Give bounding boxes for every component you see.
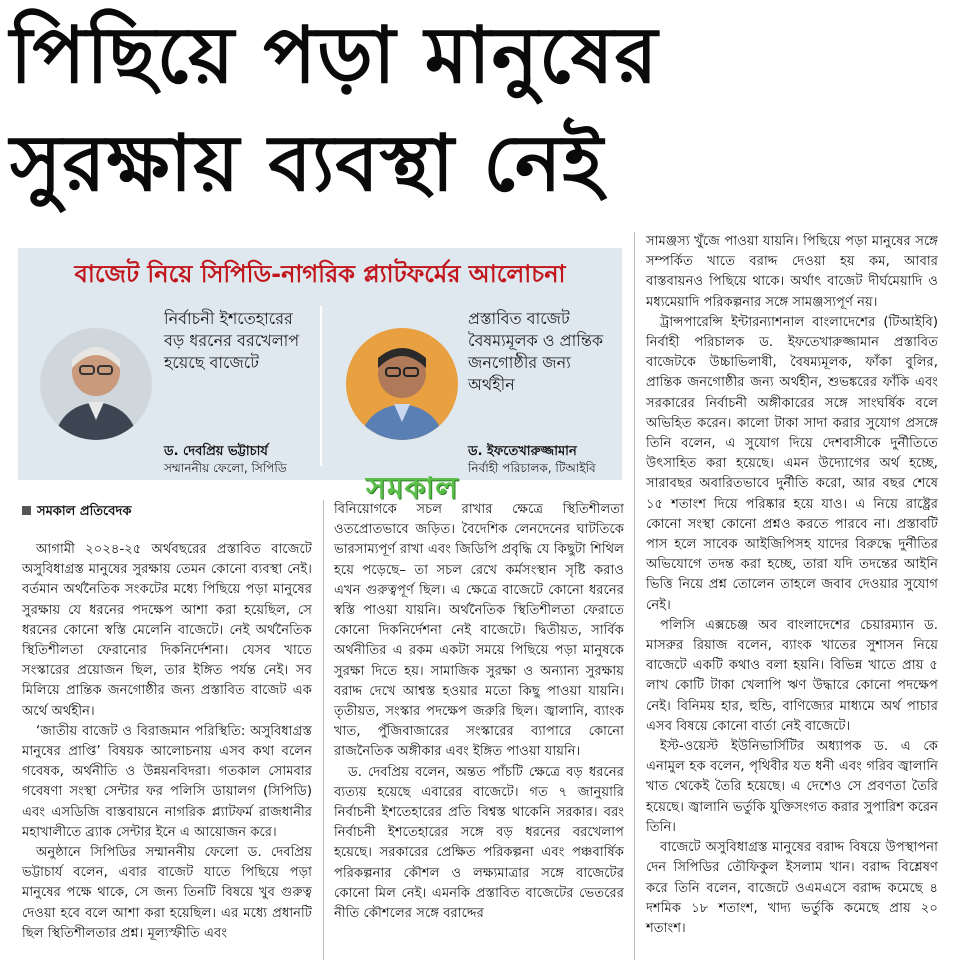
paragraph: আগামী ২০২৪-২৫ অর্থবছরের প্রস্তাবিত বাজেটে অসুবিধাগ্রস্ত মানুষের সুরক্ষায় তেমন কোনো ব্যবস্থা নেই। বর্তমান অর্থনৈতিক সংকটের মধ্যে পিছিয়ে পড়া মানুষের সুরক্ষায় যে ধরনের পদক্ষেপ আশা করা হয়েছিল, সে ধরনের কোনো স্বস্তি মেলেনি বাজেটে। নেই অর্থনৈতিক স্থিতিশীলতা ফেরানোর দিকনির্দেশনা। যেসব খাতে সংস্কারের প্রয়োজন ছিল, তার ইঙ্গিত পর্যন্ত নেই। সব মিলিয়ে প্রান্তিক জনগোষ্ঠীর জন্য প্রস্তাবিত বাজেট এক অর্থে অর্থহীন। bbox=[22, 542, 312, 719]
paragraph: বিনিয়োগকে সচল রাখার ক্ষেত্রে স্থিতিশীলতা ওতপ্রোতভাবে জড়িত। বৈদেশিক লেনদেনের ঘাটতিকে ভারসাম্যপূর্ণ রাখা এবং জিডিপি প্রবৃদ্ধি যে কিছুটা শিথিল হয়ে পড়েছে– তা সচল রেখে কর্মসংস্থান সৃষ্টি করাও এখন গুরুত্বপূর্ণ ছিল। এ ক্ষেত্রে বাজেটে কোনো ধরনের স্বস্তি পাওয়া যায়নি। অর্থনৈতিক স্থিতিশীলতা ফেরাতে কোনো দিকনির্দেশনা নেই বাজেটে। দ্বিতীয়ত, সার্বিক অর্থনীতির এ রকম একটা সময়ে পিছিয়ে পড়া মানুষকে সুরক্ষা দিতে হয়। সামাজিক সুরক্ষা ও অন্যান্য সুরক্ষায় বরাদ্দ দেখে আশ্বস্ত হওয়ার মতো কিছু পাওয়া যায়নি। তৃতীয়ত, সংস্কার পদক্ষেপ জরুরি ছিল। জ্বালানি, ব্যাংক খাত, পুঁজিবাজারের সংস্কারের ব্যাপারে কোনো রাজনৈতিক অঙ্গীকার এবং ইঙ্গিত পাওয়া যায়নি। bbox=[334, 502, 624, 760]
person-name-left: ড. দেবপ্রিয় ভট্টাচার্য bbox=[164, 444, 268, 459]
quote-left: নির্বাচনী ইশতেহারের বড় ধরনের বরখেলাপ হয়েছে বাজেটে bbox=[164, 309, 300, 372]
byline bbox=[22, 502, 131, 523]
paragraph: অনুষ্ঠানে সিপিডির সম্মাননীয় ফেলো ড. দেবপ্রিয় ভট্টাচার্য বলেন, এবার বাজেট যাতে পিছিয়ে পড়া মানুষের পক্ষে থাকে, সে জন্য তিনটি বিষয়ে খুব গুরুত্ব দেওয়া হবে বলে আশা করা হয়েছিল। এর মধ্যে প্রধানটি ছিল স্থিতিশীলতার প্রশ্ন। মূল্যস্ফীতি এবং bbox=[22, 845, 312, 941]
person-name-right: ড. ইফতেখারুজ্জামান bbox=[468, 444, 577, 459]
portrait-right-image bbox=[346, 328, 458, 440]
paragraph: ‘জাতীয় বাজেট ও বিরাজমান পরিস্থিতি: অসুবিধাগ্রস্ত মানুষের প্রাপ্তি’ বিষয়ক আলোচনায় এসব কথা বলেন গবেষক, অর্থনীতি ও উন্নয়নবিদরা। গতকাল সোমবার গবেষণা সংস্থা সেন্টার ফর পলিসি ডায়ালগ (সিপিডি) এবং এসডিজি বাস্তবায়নে নাগরিক প্ল্যাটফর্ম রাজধানীর মহাখালীতে ব্র্যাক সেন্টার ইনে এ আয়োজন করে। bbox=[22, 723, 312, 840]
paragraph: সামঞ্জস্য খুঁজে পাওয়া যায়নি। পিছিয়ে পড়া মানুষের সঙ্গে সম্পর্কিত খাতে বরাদ্দ দেওয়া হয় কম, আবার বাস্তবায়নও পিছিয়ে থাকে। অর্থাৎ বাজেট দীর্ঘমেয়াদি ও মধ্যমেয়াদি পরিকল্পনার সঙ্গে সামঞ্জস্যপূর্ণ নয়। bbox=[646, 234, 938, 310]
samakal-logo: সমকাল bbox=[366, 471, 459, 506]
paragraph: বাজেটে অসুবিধাগ্রস্ত মানুষের বরাদ্দ বিষয়ে উপস্থাপনা দেন সিপিডির তৌফিকুল ইসলাম খান। বরাদ্দ বিশ্লেষণ করে তিনি বলেন, বাজেটে ওএমএসে বরাদ্দ কমেছে ৪ দশমিক ১৮ শতাংশ, খাদ্য ভর্তুকি কমেছে প্রায় ২০ শতাংশ। bbox=[646, 840, 938, 936]
portrait-left-image bbox=[40, 328, 152, 440]
portrait-photo-right bbox=[346, 328, 458, 440]
headline-line-1: পিছিয়ে পড়া মানুষের bbox=[10, 11, 659, 101]
person-designation-left: সম্মাননীয় ফেলো, সিপিডি bbox=[164, 461, 287, 475]
headline-line-2: সুরক্ষায় ব্যবস্থা নেই bbox=[10, 119, 604, 209]
paragraph: ড. দেবপ্রিয় বলেন, অন্তত পাঁচটি ক্ষেত্রে বড় ধরনের ব্যত্যয় হয়েছে এবারের বাজেটে। গত ৭ জানুয়ারি নির্বাচনী ইশতেহারের প্রতি বিশ্বস্ত থাকেনি সরকার। বরং নির্বাচনী ইশতেহারের সঙ্গে বড় ধরনের বরখেলাপ হয়েছে। সরকারের প্রেক্ষিত পরিকল্পনা এবং পঞ্চবার্ষিক পরিকল্পনার কৌশল ও লক্ষ্যমাত্রার সঙ্গে বাজেটের কোনো মিল নেই। এমনকি প্রস্তাবিত বাজেটের ভেতরের নীতি কৌশলের সঙ্গে বরাদ্দের bbox=[334, 764, 624, 922]
person-designation-right: নির্বাহী পরিচালক, টিআইবি bbox=[468, 461, 596, 475]
headline bbox=[10, 2, 944, 218]
article-column-3 bbox=[646, 232, 938, 939]
byline-marker-icon bbox=[22, 506, 31, 515]
column-rule-1 bbox=[323, 500, 324, 960]
column-rule-2 bbox=[634, 232, 635, 960]
article-column-1 bbox=[22, 540, 312, 944]
panel-title: বাজেট নিয়ে সিপিডি-নাগরিক প্ল্যাটফর্মের আলোচনা bbox=[74, 260, 566, 288]
paragraph: ইস্ট-ওয়েস্ট ইউনিভার্সিটির অধ্যাপক ড. এ কে এনামুল হক বলেন, পৃথিবীর যত ধনী এবং গরিব জ্বালানি খাত থেকেই তৈরি হয়েছে। এ দেশেও সে প্রবণতা তৈরি হয়েছে। জ্বালানি ভর্তুকি যুক্তিসংগত করার সুপারিশ করেন তিনি। bbox=[646, 739, 938, 835]
portrait-photo-left bbox=[40, 328, 152, 440]
byline-text: সমকাল প্রতিবেদক bbox=[37, 504, 132, 519]
panel-divider bbox=[320, 306, 322, 466]
paragraph: পলিসি এক্সচেঞ্জ অব বাংলাদেশের চেয়ারম্যান ড. মাসরুর রিয়াজ বলেন, ব্যাংক খাতের সুশাসন নিয়ে বাজেটে একটি কথাও বলা হয়নি। বিভিন্ন খাতে প্রায় ৫ লাখ কোটি টাকা খেলাপি ঋণ উদ্ধারে কোনো পদক্ষেপ নেই। বিনিময় হার, হুন্ডি, বাণিজ্যের মাধ্যমে অর্থ পাচার এসব বিষয়ে কোনো বার্তা নেই বাজেটে। bbox=[646, 617, 938, 734]
discussion-panel bbox=[18, 248, 622, 480]
paragraph: ট্রান্সপারেন্সি ইন্টারন্যাশনাল বাংলাদেশের (টিআইবি) নির্বাহী পরিচালক ড. ইফতেখারুজ্জামান প্রস্তাবিত বাজেটকে উচ্চাভিলাষী, বৈষম্যমূলক, ফাঁকা বুলির, প্রান্তিক জনগোষ্ঠীর জন্য অর্থহীন, শুভঙ্করের ফাঁকি এবং সরকারের নির্বাচনী অঙ্গীকারের সঙ্গে সাংঘর্ষিক বলে অভিহিত করেন। কালো টাকা সাদা করার সুযোগ প্রসঙ্গে তিনি বলেন, এ সুযোগ দিয়ে দেশবাসীকে দুর্নীতিতে উৎসাহিত করা হয়েছে। এমন উদ্যোগের অর্থ হচ্ছে, সারাবছর অবারিতভাবে দুর্নীতি করো, আর বছর শেষে ১৫ শতাংশ দিয়ে পরিষ্কার হয়ে যাও। এ নিয়ে রাষ্ট্রের কোনো সংস্থা কোনো প্রশ্নও করতে পারবে না। প্রস্তাবটি পাস হলে সাবেক আইজিপিসহ যাদের বিরুদ্ধে দুর্নীতির অভিযোগে তদন্ত করা হচ্ছে, তারা যদি তদন্তের আইনি ভিত্তি নিয়ে প্রশ্ন তোলেন তাহলে জবাব দেওয়ার সুযোগ নেই। bbox=[646, 314, 938, 613]
quote-right: প্রস্তাবিত বাজেট বৈষম্যমূলক ও প্রান্তিক জনগোষ্ঠীর জন্য অর্থহীন bbox=[468, 309, 604, 394]
article-column-2 bbox=[334, 500, 624, 924]
